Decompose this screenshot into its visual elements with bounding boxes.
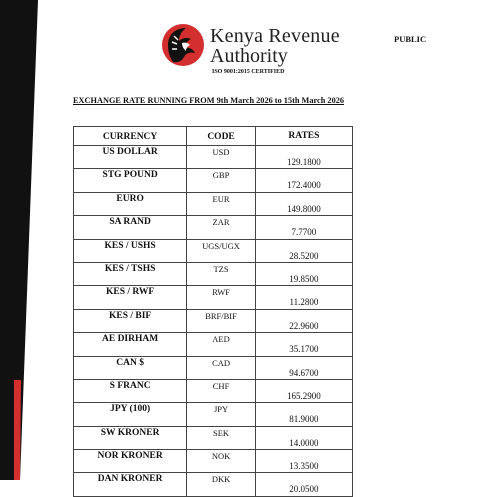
code-cell: RWF bbox=[187, 286, 256, 309]
table-row bbox=[74, 333, 353, 356]
rate-cell bbox=[255, 333, 352, 356]
brand-name-line2: Authority bbox=[210, 45, 288, 67]
rate-cell bbox=[255, 473, 352, 496]
currency-cell: SW KRONER bbox=[74, 426, 187, 449]
rate-cell bbox=[255, 169, 352, 192]
rate-value: 22.9600 bbox=[289, 320, 319, 331]
table-row bbox=[74, 216, 353, 239]
iso-certification: ISO 9001:2015 CERTIFIED bbox=[212, 69, 285, 75]
currency-cell: KES / RWF bbox=[74, 286, 187, 309]
currency-cell: CAN $ bbox=[74, 356, 187, 379]
table-row bbox=[74, 146, 353, 169]
table-row bbox=[74, 473, 353, 496]
column-header-rates: RATES bbox=[255, 127, 352, 146]
rate-cell bbox=[255, 286, 352, 309]
column-header-code: CODE bbox=[187, 127, 256, 146]
rate-value: 11.2800 bbox=[289, 297, 319, 308]
rate-cell bbox=[255, 450, 352, 473]
rate-value: 28.5200 bbox=[289, 250, 319, 261]
currency-cell: SA RAND bbox=[74, 216, 187, 239]
table-header-row bbox=[74, 127, 353, 146]
table-row bbox=[74, 192, 353, 215]
rate-value: 94.6700 bbox=[289, 367, 319, 378]
rate-cell bbox=[255, 146, 352, 169]
code-cell: CAD bbox=[187, 356, 256, 379]
code-cell: USD bbox=[187, 146, 256, 169]
rate-cell bbox=[255, 239, 352, 262]
currency-cell: JPY (100) bbox=[74, 403, 187, 426]
rate-value: 19.8500 bbox=[289, 273, 319, 284]
code-cell: JPY bbox=[187, 403, 256, 426]
code-cell: ZAR bbox=[187, 216, 256, 239]
code-cell: SEK bbox=[187, 426, 256, 449]
code-cell: NOK bbox=[187, 450, 256, 473]
lion-icon bbox=[160, 22, 206, 68]
table-row bbox=[74, 403, 353, 426]
rate-value: 81.9000 bbox=[289, 414, 319, 425]
rate-cell bbox=[255, 379, 352, 402]
brand-name-line1: Kenya Revenue bbox=[210, 25, 340, 47]
decorative-side-stripe bbox=[0, 0, 40, 480]
code-cell: TZS bbox=[187, 262, 256, 285]
rate-value: 35.1700 bbox=[289, 344, 319, 355]
classification-label: PUBLIC bbox=[394, 34, 427, 44]
column-header-currency: CURRENCY bbox=[74, 127, 187, 146]
table-row bbox=[74, 169, 353, 192]
table-row bbox=[74, 239, 353, 262]
currency-cell: S FRANC bbox=[74, 379, 187, 402]
currency-cell: US DOLLAR bbox=[74, 146, 187, 169]
table-row bbox=[74, 379, 353, 402]
rate-cell bbox=[255, 216, 352, 239]
rate-value: 165.2900 bbox=[287, 390, 321, 401]
currency-cell: AE DIRHAM bbox=[74, 333, 187, 356]
table-row bbox=[74, 356, 353, 379]
code-cell: GBP bbox=[187, 169, 256, 192]
code-cell: CHF bbox=[187, 379, 256, 402]
currency-cell: KES / BIF bbox=[74, 309, 187, 332]
currency-cell: KES / USHS bbox=[74, 239, 187, 262]
rate-cell bbox=[255, 403, 352, 426]
rate-value: 13.3500 bbox=[289, 461, 319, 472]
rate-value: 172.4000 bbox=[287, 180, 321, 191]
rate-value: 20.0500 bbox=[289, 484, 319, 495]
currency-cell: KES / TSHS bbox=[74, 262, 187, 285]
rate-cell bbox=[255, 192, 352, 215]
code-cell: BRF/BIF bbox=[187, 309, 256, 332]
rate-cell bbox=[255, 426, 352, 449]
document-heading: EXCHANGE RATE RUNNING FROM 9th March 2026 to 15th March 2026 bbox=[73, 96, 345, 105]
table-row bbox=[74, 450, 353, 473]
table-body bbox=[74, 146, 353, 497]
currency-cell: STG POUND bbox=[74, 169, 187, 192]
rate-value: 14.0000 bbox=[289, 437, 319, 448]
table-row bbox=[74, 426, 353, 449]
currency-cell: DAN KRONER bbox=[74, 473, 187, 496]
code-cell: EUR bbox=[187, 192, 256, 215]
rate-value: 7.7700 bbox=[291, 227, 317, 238]
code-cell: DKK bbox=[187, 473, 256, 496]
code-cell: AED bbox=[187, 333, 256, 356]
rate-cell bbox=[255, 262, 352, 285]
exchange-rate-table bbox=[73, 126, 353, 497]
rate-cell bbox=[255, 309, 352, 332]
currency-cell: EURO bbox=[74, 192, 187, 215]
table-row bbox=[74, 286, 353, 309]
rate-value: 149.8000 bbox=[287, 203, 321, 214]
rate-cell bbox=[255, 356, 352, 379]
table-row bbox=[74, 262, 353, 285]
code-cell: UGS/UGX bbox=[187, 239, 256, 262]
table-row bbox=[74, 309, 353, 332]
currency-cell: NOR KRONER bbox=[74, 450, 187, 473]
rate-value: 129.1800 bbox=[287, 157, 321, 167]
